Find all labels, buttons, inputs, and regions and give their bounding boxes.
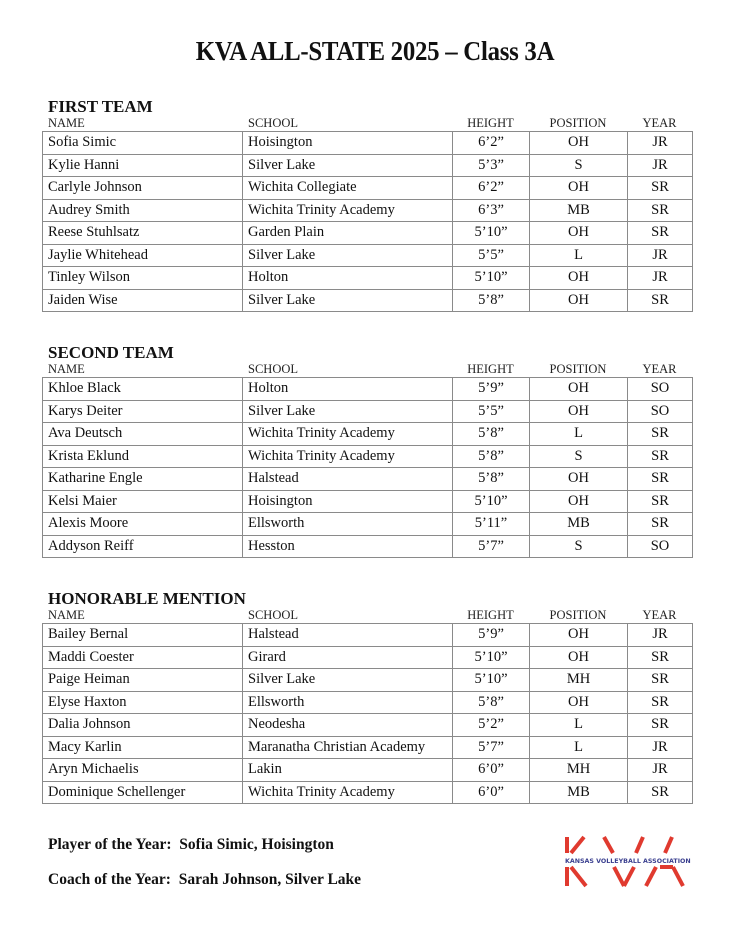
cell-name: Audrey Smith bbox=[43, 199, 243, 222]
cell-school: Wichita Trinity Academy bbox=[243, 199, 453, 222]
col-header-year: YEAR bbox=[642, 116, 677, 130]
cell-height: 5’8” bbox=[453, 691, 530, 714]
cell-year: SR bbox=[628, 781, 693, 804]
table-row bbox=[43, 132, 693, 155]
cell-position: L bbox=[530, 423, 628, 446]
cell-year: SR bbox=[628, 646, 693, 669]
cell-year: SR bbox=[628, 468, 693, 491]
cell-position: OH bbox=[530, 289, 628, 312]
cell-name: Jaiden Wise bbox=[43, 289, 243, 312]
cell-year: SR bbox=[628, 199, 693, 222]
coach-of-year-value: Sarah Johnson, Silver Lake bbox=[178, 871, 362, 888]
roster-table bbox=[42, 377, 693, 558]
cell-school: Ellsworth bbox=[243, 513, 453, 536]
cell-height: 5’7” bbox=[453, 736, 530, 759]
cell-height: 5’9” bbox=[453, 378, 530, 401]
col-header-height: HEIGHT bbox=[467, 362, 514, 376]
cell-height: 5’10” bbox=[453, 490, 530, 513]
cell-school: Garden Plain bbox=[243, 222, 453, 245]
cell-name: Dominique Schellenger bbox=[43, 781, 243, 804]
cell-position: S bbox=[530, 535, 628, 558]
cell-school: Silver Lake bbox=[243, 289, 453, 312]
cell-name: Carlyle Johnson bbox=[43, 177, 243, 200]
col-header-name: NAME bbox=[48, 116, 85, 130]
cell-position: S bbox=[530, 445, 628, 468]
roster-table bbox=[42, 131, 693, 312]
cell-school: Halstead bbox=[243, 468, 453, 491]
cell-school: Maranatha Christian Academy bbox=[243, 736, 453, 759]
cell-name: Sofia Simic bbox=[43, 132, 243, 155]
column-headers bbox=[42, 362, 692, 377]
cell-position: OH bbox=[530, 646, 628, 669]
cell-school: Girard bbox=[243, 646, 453, 669]
player-of-year bbox=[48, 835, 361, 870]
cell-year: JR bbox=[628, 132, 693, 155]
cell-height: 5’8” bbox=[453, 445, 530, 468]
svg-text:KANSAS VOLLEYBALL ASSOCIATION: KANSAS VOLLEYBALL ASSOCIATION bbox=[565, 858, 691, 865]
cell-year: JR bbox=[628, 244, 693, 267]
cell-height: 5’8” bbox=[453, 468, 530, 491]
cell-position: L bbox=[530, 714, 628, 737]
cell-name: Maddi Coester bbox=[43, 646, 243, 669]
col-header-school: SCHOOL bbox=[248, 608, 299, 622]
cell-name: Aryn Michaelis bbox=[43, 759, 243, 782]
cell-school: Ellsworth bbox=[243, 691, 453, 714]
cell-school: Silver Lake bbox=[243, 244, 453, 267]
cell-school: Hoisington bbox=[243, 132, 453, 155]
table-row bbox=[43, 513, 693, 536]
cell-year: SR bbox=[628, 445, 693, 468]
cell-school: Holton bbox=[243, 378, 453, 401]
cell-year: JR bbox=[628, 267, 693, 290]
cell-year: SR bbox=[628, 222, 693, 245]
kva-logo bbox=[560, 834, 700, 894]
cell-year: SR bbox=[628, 714, 693, 737]
table-row bbox=[43, 154, 693, 177]
column-headers bbox=[42, 116, 692, 131]
col-header-name: NAME bbox=[48, 608, 85, 622]
cell-name: Macy Karlin bbox=[43, 736, 243, 759]
cell-school: Neodesha bbox=[243, 714, 453, 737]
col-header-position: POSITION bbox=[549, 608, 607, 622]
cell-height: 5’9” bbox=[453, 624, 530, 647]
section-title: FIRST TEAM bbox=[48, 97, 153, 116]
col-header-school: SCHOOL bbox=[248, 362, 299, 376]
col-header-name: NAME bbox=[48, 362, 85, 376]
table-row bbox=[43, 177, 693, 200]
col-header-height: HEIGHT bbox=[467, 116, 514, 130]
section-honorable-mention bbox=[42, 590, 692, 804]
cell-height: 5’5” bbox=[453, 244, 530, 267]
cell-height: 5’7” bbox=[453, 535, 530, 558]
cell-name: Krista Eklund bbox=[43, 445, 243, 468]
cell-height: 5’3” bbox=[453, 154, 530, 177]
table-row bbox=[43, 289, 693, 312]
kva-logo-icon bbox=[560, 834, 700, 894]
cell-position: OH bbox=[530, 624, 628, 647]
col-header-position: POSITION bbox=[549, 362, 607, 376]
cell-name: Karys Deiter bbox=[43, 400, 243, 423]
cell-school: Halstead bbox=[243, 624, 453, 647]
cell-name: Jaylie Whitehead bbox=[43, 244, 243, 267]
table-row bbox=[43, 535, 693, 558]
cell-name: Elyse Haxton bbox=[43, 691, 243, 714]
cell-height: 5’8” bbox=[453, 289, 530, 312]
cell-school: Wichita Trinity Academy bbox=[243, 423, 453, 446]
cell-name: Paige Heiman bbox=[43, 669, 243, 692]
cell-name: Katharine Engle bbox=[43, 468, 243, 491]
cell-name: Khloe Black bbox=[43, 378, 243, 401]
table-row bbox=[43, 400, 693, 423]
cell-year: SR bbox=[628, 289, 693, 312]
table-row bbox=[43, 490, 693, 513]
cell-year: SO bbox=[628, 535, 693, 558]
table-row bbox=[43, 468, 693, 491]
cell-school: Silver Lake bbox=[243, 400, 453, 423]
cell-height: 5’5” bbox=[453, 400, 530, 423]
cell-position: MB bbox=[530, 781, 628, 804]
cell-height: 6’2” bbox=[453, 177, 530, 200]
cell-school: Silver Lake bbox=[243, 669, 453, 692]
cell-position: OH bbox=[530, 468, 628, 491]
cell-year: SR bbox=[628, 423, 693, 446]
table-row bbox=[43, 759, 693, 782]
cell-school: Wichita Collegiate bbox=[243, 177, 453, 200]
col-header-school: SCHOOL bbox=[248, 116, 299, 130]
table-row bbox=[43, 624, 693, 647]
cell-year: JR bbox=[628, 624, 693, 647]
page-title: KVA ALL-STATE 2025 – Class 3A bbox=[195, 36, 555, 66]
cell-position: MB bbox=[530, 513, 628, 536]
cell-year: SR bbox=[628, 490, 693, 513]
table-row bbox=[43, 445, 693, 468]
coach-of-year bbox=[48, 870, 361, 905]
cell-year: SR bbox=[628, 177, 693, 200]
section-title: HONORABLE MENTION bbox=[48, 589, 246, 608]
col-header-position: POSITION bbox=[549, 116, 607, 130]
cell-position: L bbox=[530, 244, 628, 267]
cell-year: JR bbox=[628, 759, 693, 782]
section-first-team bbox=[42, 98, 692, 312]
cell-name: Dalia Johnson bbox=[43, 714, 243, 737]
cell-height: 5’10” bbox=[453, 222, 530, 245]
cell-name: Tinley Wilson bbox=[43, 267, 243, 290]
table-row bbox=[43, 736, 693, 759]
cell-position: OH bbox=[530, 222, 628, 245]
player-of-year-label: Player of the Year: bbox=[48, 836, 172, 853]
cell-name: Addyson Reiff bbox=[43, 535, 243, 558]
cell-height: 5’2” bbox=[453, 714, 530, 737]
cell-height: 5’10” bbox=[453, 267, 530, 290]
cell-height: 5’8” bbox=[453, 423, 530, 446]
cell-name: Ava Deutsch bbox=[43, 423, 243, 446]
cell-school: Lakin bbox=[243, 759, 453, 782]
cell-position: OH bbox=[530, 177, 628, 200]
table-row bbox=[43, 691, 693, 714]
roster-table bbox=[42, 623, 693, 804]
cell-name: Kylie Hanni bbox=[43, 154, 243, 177]
cell-school: Wichita Trinity Academy bbox=[243, 445, 453, 468]
cell-school: Hoisington bbox=[243, 490, 453, 513]
cell-name: Bailey Bernal bbox=[43, 624, 243, 647]
col-header-year: YEAR bbox=[642, 362, 677, 376]
cell-year: SR bbox=[628, 669, 693, 692]
cell-year: SR bbox=[628, 691, 693, 714]
col-header-year: YEAR bbox=[642, 608, 677, 622]
cell-height: 5’10” bbox=[453, 646, 530, 669]
cell-year: JR bbox=[628, 154, 693, 177]
cell-height: 5’10” bbox=[453, 669, 530, 692]
cell-position: S bbox=[530, 154, 628, 177]
table-row bbox=[43, 423, 693, 446]
section-title: SECOND TEAM bbox=[48, 343, 174, 362]
column-headers bbox=[42, 608, 692, 623]
table-row bbox=[43, 714, 693, 737]
table-row bbox=[43, 669, 693, 692]
table-row bbox=[43, 222, 693, 245]
cell-position: OH bbox=[530, 400, 628, 423]
table-row bbox=[43, 646, 693, 669]
cell-year: SO bbox=[628, 378, 693, 401]
cell-name: Kelsi Maier bbox=[43, 490, 243, 513]
cell-school: Silver Lake bbox=[243, 154, 453, 177]
col-header-height: HEIGHT bbox=[467, 608, 514, 622]
cell-name: Reese Stuhlsatz bbox=[43, 222, 243, 245]
table-row bbox=[43, 244, 693, 267]
section-second-team bbox=[42, 344, 692, 558]
cell-position: OH bbox=[530, 267, 628, 290]
cell-height: 6’0” bbox=[453, 781, 530, 804]
cell-position: OH bbox=[530, 490, 628, 513]
table-row bbox=[43, 267, 693, 290]
cell-year: SO bbox=[628, 400, 693, 423]
cell-position: OH bbox=[530, 691, 628, 714]
cell-name: Alexis Moore bbox=[43, 513, 243, 536]
cell-school: Wichita Trinity Academy bbox=[243, 781, 453, 804]
cell-school: Holton bbox=[243, 267, 453, 290]
cell-height: 6’3” bbox=[453, 199, 530, 222]
coach-of-year-label: Coach of the Year: bbox=[48, 871, 171, 888]
cell-year: SR bbox=[628, 513, 693, 536]
cell-height: 6’0” bbox=[453, 759, 530, 782]
cell-position: MH bbox=[530, 759, 628, 782]
cell-year: JR bbox=[628, 736, 693, 759]
cell-height: 5’11” bbox=[453, 513, 530, 536]
awards bbox=[48, 835, 361, 905]
cell-position: L bbox=[530, 736, 628, 759]
cell-position: OH bbox=[530, 132, 628, 155]
cell-school: Hesston bbox=[243, 535, 453, 558]
table-row bbox=[43, 781, 693, 804]
table-row bbox=[43, 378, 693, 401]
table-row bbox=[43, 199, 693, 222]
cell-position: MH bbox=[530, 669, 628, 692]
cell-height: 6’2” bbox=[453, 132, 530, 155]
cell-position: MB bbox=[530, 199, 628, 222]
player-of-year-value: Sofia Simic, Hoisington bbox=[179, 836, 334, 853]
cell-position: OH bbox=[530, 378, 628, 401]
